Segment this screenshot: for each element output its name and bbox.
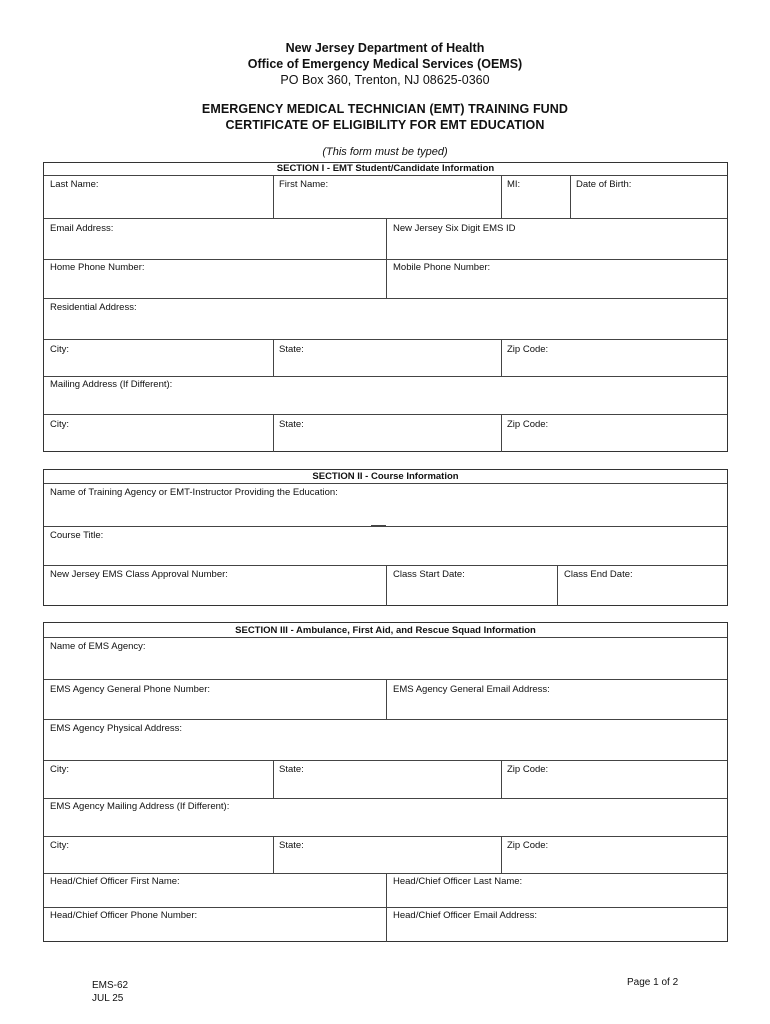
section-1-title: SECTION I - EMT Student/Candidate Information (276, 163, 495, 174)
email-field[interactable]: Email Address: (50, 223, 114, 234)
divider (570, 175, 571, 218)
chief-phone-field[interactable]: Head/Chief Officer Phone Number: (50, 910, 198, 921)
divider (557, 565, 558, 606)
divider (386, 565, 387, 606)
mailing-address-field[interactable]: Mailing Address (If Different): (50, 379, 173, 390)
agency-mailing-state-field[interactable]: State: (279, 840, 304, 851)
agency-mailing-address-field[interactable]: EMS Agency Mailing Address (If Different): (50, 801, 230, 812)
agency-state-field[interactable]: State: (279, 764, 304, 775)
dob-field[interactable]: Date of Birth: (576, 179, 632, 190)
divider (273, 414, 274, 452)
divider (44, 414, 727, 415)
divider (44, 298, 727, 299)
divider (44, 376, 727, 377)
first-name-field[interactable]: First Name: (279, 179, 329, 190)
training-agency-field[interactable]: Name of Training Agency or EMT-Instructor Providing the Education: (50, 487, 338, 498)
divider (44, 719, 727, 720)
agency-mailing-zip-code-field[interactable]: Zip Code: (507, 840, 549, 851)
zip-code-field[interactable]: Zip Code: (507, 344, 549, 355)
mailing-city-field[interactable]: City: (50, 419, 69, 430)
class-approval-number-field[interactable]: New Jersey EMS Class Approval Number: (50, 569, 228, 580)
divider (501, 339, 502, 376)
ems-id-field[interactable]: New Jersey Six Digit EMS ID (393, 223, 516, 234)
residential-address-field[interactable]: Residential Address: (50, 302, 137, 313)
chief-first-name-field[interactable]: Head/Chief Officer First Name: (50, 876, 180, 887)
page-number: Page 1 of 2 (627, 977, 679, 988)
class-start-date-field[interactable]: Class Start Date: (393, 569, 465, 580)
divider (44, 760, 727, 761)
agency-email-field[interactable]: EMS Agency General Email Address: (393, 684, 550, 695)
divider (44, 483, 727, 484)
divider (501, 760, 502, 798)
divider (386, 679, 387, 719)
form-title-line1: EMERGENCY MEDICAL TECHNICIAN (EMT) TRAINING FUND (201, 102, 569, 116)
section-3-title: SECTION III - Ambulance, First Aid, and Rescue Squad Information (235, 625, 536, 636)
last-name-field[interactable]: Last Name: (50, 179, 99, 190)
chief-email-field[interactable]: Head/Chief Officer Email Address: (393, 910, 537, 921)
class-end-date-field[interactable]: Class End Date: (564, 569, 633, 580)
agency-phone-field[interactable]: EMS Agency General Phone Number: (50, 684, 211, 695)
divider (273, 760, 274, 798)
section-1-student-info (43, 162, 728, 452)
typed-note: (This form must be typed) (322, 146, 448, 158)
divider (273, 836, 274, 873)
divider (44, 798, 727, 799)
agency-mailing-city-field[interactable]: City: (50, 840, 69, 851)
mailing-zip-code-field[interactable]: Zip Code: (507, 419, 549, 430)
divider (44, 836, 727, 837)
form-revision-date: JUL 25 (92, 993, 124, 1004)
home-phone-field[interactable]: Home Phone Number: (50, 262, 145, 273)
state-field[interactable]: State: (279, 344, 304, 355)
department-name: New Jersey Department of Health (285, 41, 485, 55)
agency-physical-address-field[interactable]: EMS Agency Physical Address: (50, 723, 183, 734)
divider (501, 175, 502, 218)
form-title-line2: CERTIFICATE OF ELIGIBILITY FOR EMT EDUCATION (225, 118, 545, 132)
agency-city-field[interactable]: City: (50, 764, 69, 775)
section-2-course-info (43, 469, 728, 606)
mailing-state-field[interactable]: State: (279, 419, 304, 430)
ems-agency-name-field[interactable]: Name of EMS Agency: (50, 641, 146, 652)
section-3-agency-info (43, 622, 728, 942)
divider (386, 873, 387, 942)
divider (44, 637, 727, 638)
city-field[interactable]: City: (50, 344, 69, 355)
form-number: EMS-62 (92, 980, 129, 991)
mobile-phone-field[interactable]: Mobile Phone Number: (393, 262, 491, 273)
divider (371, 525, 386, 526)
divider (273, 175, 274, 218)
divider (501, 836, 502, 873)
divider (501, 414, 502, 452)
mi-field[interactable]: MI: (507, 179, 521, 190)
section-2-title: SECTION II - Course Information (312, 471, 459, 482)
divider (386, 218, 387, 298)
course-title-field[interactable]: Course Title: (50, 530, 104, 541)
chief-last-name-field[interactable]: Head/Chief Officer Last Name: (393, 876, 523, 887)
divider (44, 339, 727, 340)
office-address: PO Box 360, Trenton, NJ 08625-0360 (280, 73, 490, 87)
office-name: Office of Emergency Medical Services (OEMS) (247, 57, 523, 71)
divider (44, 526, 727, 527)
divider (273, 339, 274, 376)
divider (44, 175, 727, 176)
agency-zip-code-field[interactable]: Zip Code: (507, 764, 549, 775)
